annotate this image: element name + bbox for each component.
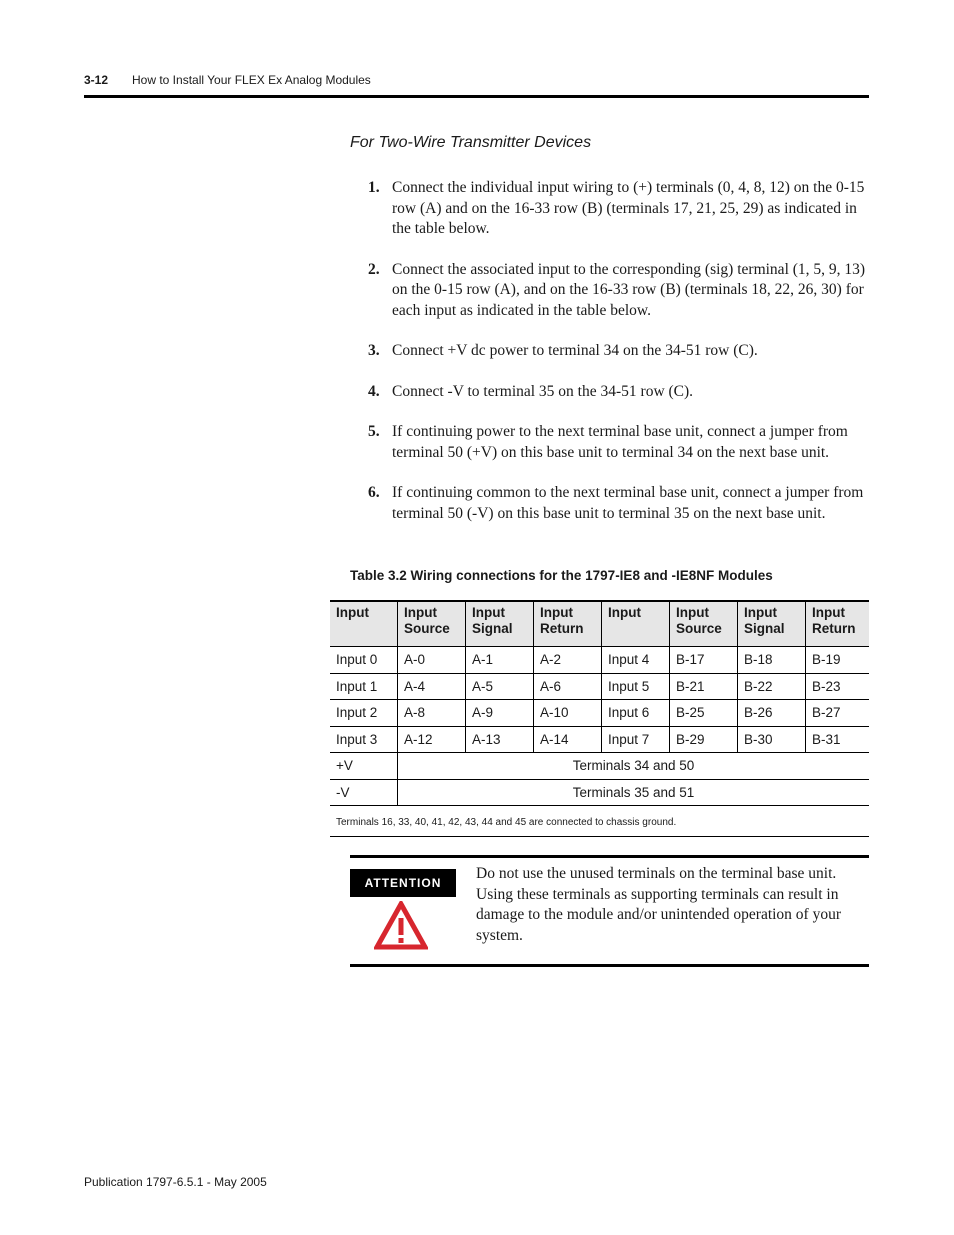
attention-top-rule [350, 855, 869, 858]
step-text: Connect the associated input to the corresponding (sig) terminal (1, 5, 9, 13) on the 0-15 row (A), and on the 16-33 row (B) (terminals 18, 22, 26, 30) for each input as indicated in the table below. [392, 260, 866, 319]
table-cell: B-26 [738, 700, 806, 727]
step-number: 3. [368, 342, 380, 359]
page-footer: Publication 1797-6.5.1 - May 2005 [84, 1175, 267, 1189]
table-cell: B-21 [670, 673, 738, 700]
column-header: Input Return [806, 601, 870, 647]
step-number: 6. [368, 484, 380, 501]
table-row [330, 647, 869, 674]
table-row [330, 700, 869, 727]
table-cell: A-13 [466, 726, 534, 753]
column-header: Input [602, 601, 670, 647]
column-header: Input [330, 601, 398, 647]
column-header: Input Source [670, 601, 738, 647]
table-cell: B-29 [670, 726, 738, 753]
table-cell: A-5 [466, 673, 534, 700]
table-cell: Input 7 [602, 726, 670, 753]
table-cell: Input 0 [330, 647, 398, 674]
table-cell: B-31 [806, 726, 870, 753]
step-number: 4. [368, 382, 380, 400]
table-cell: A-0 [398, 647, 466, 674]
table-cell: Input 4 [602, 647, 670, 674]
header-title: How to Install Your FLEX Ex Analog Modules [132, 73, 371, 87]
step-text: If continuing common to the next terminal base unit, connect a jumper from terminal 50 (-V) on this base unit to terminal 35 on the next base unit. [392, 484, 864, 522]
table-cell: B-25 [670, 700, 738, 727]
table-cell: A-6 [534, 673, 602, 700]
table-row-negative-voltage [330, 779, 869, 806]
attention-bottom-rule [350, 964, 869, 967]
page-header [84, 73, 869, 95]
table-cell: A-12 [398, 726, 466, 753]
column-header: Input Signal [466, 601, 534, 647]
step-number: 2. [368, 260, 380, 278]
step-item [368, 260, 868, 322]
table-caption: Table 3.2 Wiring connections for the 1797-IE8 and -IE8NF Modules [350, 568, 773, 583]
step-number: 1. [368, 179, 380, 196]
step-item [368, 422, 868, 463]
header-rule [84, 95, 869, 98]
column-header: Input Return [534, 601, 602, 647]
table-cell: B-22 [738, 673, 806, 700]
column-header: Input Signal [738, 601, 806, 647]
step-item [368, 382, 868, 403]
table-cell: Terminals 34 and 50 [398, 753, 870, 780]
table-cell: B-30 [738, 726, 806, 753]
table-cell: B-27 [806, 700, 870, 727]
step-text: Connect +V dc power to terminal 34 on the 34-51 row (C). [392, 342, 758, 359]
page-number: 3-12 [84, 73, 109, 87]
table-cell: B-19 [806, 647, 870, 674]
table-cell: Terminals 35 and 51 [398, 779, 870, 806]
table-cell: Input 6 [602, 700, 670, 727]
wiring-table [330, 600, 869, 806]
table-cell: -V [330, 779, 398, 806]
table-cell: A-4 [398, 673, 466, 700]
table-cell: B-18 [738, 647, 806, 674]
table-cell: A-9 [466, 700, 534, 727]
table-row-positive-voltage [330, 753, 869, 780]
step-text: If continuing power to the next terminal base unit, connect a jumper from terminal 50 (+V) on this base unit to terminal 34 on the next base unit. [392, 423, 848, 461]
table-cell: A-1 [466, 647, 534, 674]
table-row [330, 726, 869, 753]
table-cell: Input 1 [330, 673, 398, 700]
attention-text: Do not use the unused terminals on the terminal base unit. Using these terminals as supporting terminals can result in damage to the module and/or unintended operation of your system. [476, 865, 842, 944]
instruction-steps [368, 178, 868, 544]
table-cell: B-17 [670, 647, 738, 674]
table-cell: Input 3 [330, 726, 398, 753]
table-cell: A-14 [534, 726, 602, 753]
table-cell: B-23 [806, 673, 870, 700]
table-cell: A-10 [534, 700, 602, 727]
step-item [368, 178, 868, 240]
table-cell: Input 5 [602, 673, 670, 700]
table-header-row [330, 601, 869, 647]
table-cell: A-8 [398, 700, 466, 727]
table-footnote: Terminals 16, 33, 40, 41, 42, 43, 44 and 45 are connected to chassis ground. [336, 817, 677, 828]
table-cell: +V [330, 753, 398, 780]
step-text: Connect -V to terminal 35 on the 34-51 row (C). [392, 382, 694, 400]
table-cell: A-2 [534, 647, 602, 674]
step-item [368, 341, 868, 362]
footnote-rule [330, 836, 869, 837]
column-header: Input Source [398, 601, 466, 647]
table-row [330, 673, 869, 700]
section-title: For Two-Wire Transmitter Devices [350, 134, 592, 151]
table-cell: Input 2 [330, 700, 398, 727]
step-text: Connect the individual input wiring to (+) terminals (0, 4, 8, 12) on the 0-15 row (A) and on the 16-33 row (B) (terminals 17, 21, 25, 29) as indicated in the table below. [392, 179, 865, 237]
step-item [368, 483, 868, 524]
attention-label: ATTENTION [350, 869, 456, 897]
step-number: 5. [368, 423, 380, 440]
warning-triangle-icon [374, 901, 428, 950]
